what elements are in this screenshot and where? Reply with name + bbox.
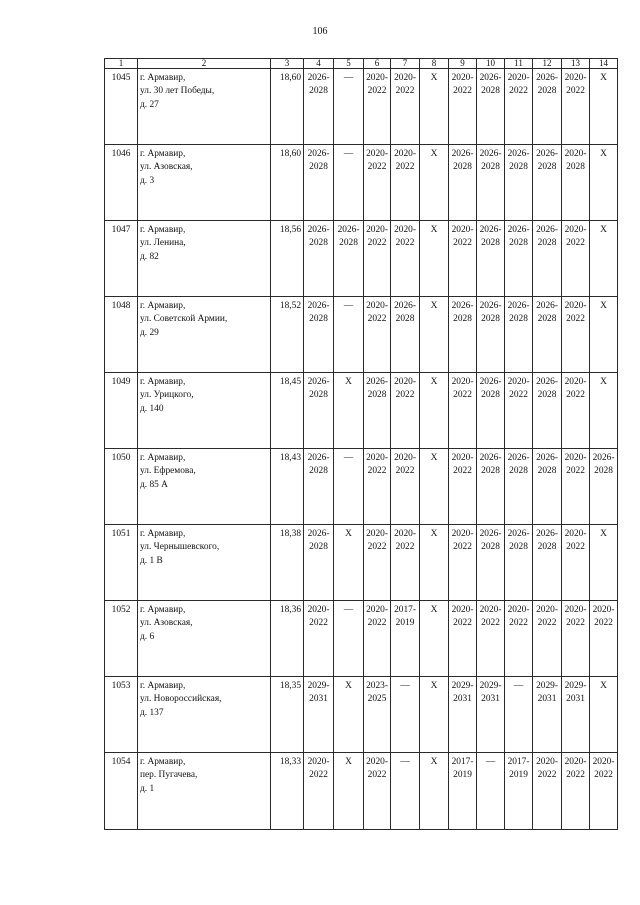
value-cell: 18,35 <box>271 677 304 753</box>
period-cell-col-13: 2020-2022 <box>562 601 590 677</box>
period-cell-col-10: 2026-2028 <box>477 449 505 525</box>
period-cell-col-6: 2023-2025 <box>364 677 391 753</box>
period-cell-col-9: 2017-2019 <box>449 753 477 830</box>
period-cell-col-11: 2026-2028 <box>505 449 533 525</box>
address-line: ул. Урицкого, <box>140 390 194 401</box>
address-line: д. 85 А <box>140 479 168 490</box>
period-cell-col-10: 2029-2031 <box>477 677 505 753</box>
period-cell-col-11: 2020-2022 <box>505 69 533 145</box>
period-cell-col-14: 2026-2028 <box>590 449 618 525</box>
row-number: 1049 <box>105 373 138 449</box>
address-line: ул. Азовская, <box>140 618 193 629</box>
address-line: д. 29 <box>140 327 159 338</box>
period-cell-col-12: 2026-2028 <box>533 525 562 601</box>
period-cell-col-9: 2020-2022 <box>449 221 477 297</box>
period-cell-col-7: 2020-2022 <box>391 449 420 525</box>
period-cell-col-7: 2020-2022 <box>391 525 420 601</box>
address-cell <box>138 297 271 373</box>
period-cell-col-14: 2020-2022 <box>590 601 618 677</box>
table-row <box>105 145 618 221</box>
period-cell-col-4: 2026-2028 <box>304 373 334 449</box>
period-cell-col-11: 2020-2022 <box>505 373 533 449</box>
column-header-5: 5 <box>334 59 364 69</box>
period-cell-col-13: 2020-2022 <box>562 449 590 525</box>
period-cell-col-13: 2020-2022 <box>562 69 590 145</box>
period-cell-col-9: 2026-2028 <box>449 145 477 221</box>
period-cell-col-13: 2029-2031 <box>562 677 590 753</box>
address-line: д. 137 <box>140 707 164 718</box>
address-line: г. Армавир, <box>140 225 186 235</box>
row-number: 1053 <box>105 677 138 753</box>
address-cell <box>138 753 271 830</box>
address-line: ул. Советской Армии, <box>140 314 228 325</box>
period-cell-col-8: X <box>420 145 449 221</box>
period-cell-col-14: X <box>590 221 618 297</box>
address-line: д. 3 <box>140 175 155 186</box>
period-cell-col-7: 2017-2019 <box>391 601 420 677</box>
period-cell-col-5: X <box>334 753 364 830</box>
address-line: д. 1 В <box>140 555 163 566</box>
table-row <box>105 677 618 753</box>
period-cell-col-5: X <box>334 373 364 449</box>
address-line: д. 6 <box>140 631 155 642</box>
period-cell-col-7: 2020-2022 <box>391 145 420 221</box>
period-cell-col-6: 2026-2028 <box>364 373 391 449</box>
address-line: пер. Пугачева, <box>140 770 198 781</box>
column-header-8: 8 <box>420 59 449 69</box>
period-cell-col-12: 2026-2028 <box>533 373 562 449</box>
value-cell: 18,52 <box>271 297 304 373</box>
period-cell-col-13: 2020-2022 <box>562 525 590 601</box>
row-number: 1051 <box>105 525 138 601</box>
period-cell-col-5: — <box>334 297 364 373</box>
period-cell-col-5: — <box>334 449 364 525</box>
table-row <box>105 221 618 297</box>
table-row <box>105 753 618 830</box>
period-cell-col-6: 2020-2022 <box>364 145 391 221</box>
period-cell-col-6: 2020-2022 <box>364 753 391 830</box>
row-number: 1052 <box>105 601 138 677</box>
column-header-6: 6 <box>364 59 391 69</box>
period-cell-col-4: 2026-2028 <box>304 525 334 601</box>
period-cell-col-9: 2026-2028 <box>449 297 477 373</box>
period-cell-col-11: 2020-2022 <box>505 601 533 677</box>
period-cell-col-11: 2026-2028 <box>505 297 533 373</box>
period-cell-col-9: 2020-2022 <box>449 601 477 677</box>
period-cell-col-13: 2020-2022 <box>562 297 590 373</box>
period-cell-col-10: 2020-2022 <box>477 601 505 677</box>
value-cell: 18,33 <box>271 753 304 830</box>
column-header-14: 14 <box>590 59 618 69</box>
period-cell-col-11: 2026-2028 <box>505 221 533 297</box>
period-cell-col-4: 2020-2022 <box>304 601 334 677</box>
address-line: ул. 30 лет Победы, <box>140 86 215 97</box>
address-line: г. Армавир, <box>140 605 186 615</box>
period-cell-col-11: 2017-2019 <box>505 753 533 830</box>
address-line: г. Армавир, <box>140 681 186 691</box>
value-cell: 18,43 <box>271 449 304 525</box>
period-cell-col-9: 2029-2031 <box>449 677 477 753</box>
period-cell-col-9: 2020-2022 <box>449 525 477 601</box>
column-header-3: 3 <box>271 59 304 69</box>
period-cell-col-5: — <box>334 145 364 221</box>
address-line: ул. Ленина, <box>140 238 186 249</box>
address-cell <box>138 373 271 449</box>
table-row <box>105 297 618 373</box>
period-cell-col-4: 2029-2031 <box>304 677 334 753</box>
table-row <box>105 449 618 525</box>
table-row <box>105 373 618 449</box>
period-cell-col-12: 2020-2022 <box>533 601 562 677</box>
period-cell-col-8: X <box>420 677 449 753</box>
period-cell-col-14: X <box>590 677 618 753</box>
address-cell <box>138 221 271 297</box>
period-cell-col-12: 2020-2022 <box>533 753 562 830</box>
value-cell: 18,56 <box>271 221 304 297</box>
period-cell-col-11: 2026-2028 <box>505 525 533 601</box>
value-cell: 18,38 <box>271 525 304 601</box>
period-cell-col-12: 2026-2028 <box>533 449 562 525</box>
address-cell <box>138 525 271 601</box>
period-cell-col-10: 2026-2028 <box>477 145 505 221</box>
address-line: д. 140 <box>140 403 164 414</box>
period-cell-col-8: X <box>420 69 449 145</box>
period-cell-col-8: X <box>420 449 449 525</box>
period-cell-col-4: 2026-2028 <box>304 69 334 145</box>
column-number-row <box>105 59 618 69</box>
period-cell-col-7: 2020-2022 <box>391 221 420 297</box>
row-number: 1048 <box>105 297 138 373</box>
period-cell-col-13: 2020-2028 <box>562 145 590 221</box>
address-line: ул. Азовская, <box>140 162 193 173</box>
page-number: 106 <box>312 26 328 37</box>
value-cell: 18,60 <box>271 145 304 221</box>
column-header-10: 10 <box>477 59 505 69</box>
address-cell <box>138 145 271 221</box>
period-cell-col-8: X <box>420 297 449 373</box>
period-cell-col-4: 2026-2028 <box>304 145 334 221</box>
period-cell-col-5: — <box>334 601 364 677</box>
column-header-13: 13 <box>562 59 590 69</box>
period-cell-col-13: 2020-2022 <box>562 753 590 830</box>
address-line: ул. Новороссийская, <box>140 694 222 705</box>
address-line: г. Армавир, <box>140 757 186 767</box>
period-cell-col-12: 2026-2028 <box>533 69 562 145</box>
address-line: г. Армавир, <box>140 149 186 159</box>
column-header-7: 7 <box>391 59 420 69</box>
period-cell-col-14: X <box>590 373 618 449</box>
period-cell-col-6: 2020-2022 <box>364 221 391 297</box>
value-cell: 18,36 <box>271 601 304 677</box>
period-cell-col-10: 2026-2028 <box>477 525 505 601</box>
period-cell-col-10: 2026-2028 <box>477 221 505 297</box>
period-cell-col-5: — <box>334 69 364 145</box>
table-row <box>105 525 618 601</box>
register-table <box>104 58 618 830</box>
address-line: г. Армавир, <box>140 377 186 387</box>
period-cell-col-14: X <box>590 69 618 145</box>
period-cell-col-12: 2029-2031 <box>533 677 562 753</box>
period-cell-col-5: X <box>334 677 364 753</box>
period-cell-col-9: 2020-2022 <box>449 373 477 449</box>
value-cell: 18,60 <box>271 69 304 145</box>
value-cell: 18,45 <box>271 373 304 449</box>
address-line: ул. Чернышевского, <box>140 542 220 553</box>
address-line: д. 27 <box>140 99 159 110</box>
address-line: д. 82 <box>140 251 159 262</box>
period-cell-col-6: 2020-2022 <box>364 601 391 677</box>
period-cell-col-5: 2026-2028 <box>334 221 364 297</box>
column-header-2: 2 <box>138 59 271 69</box>
address-cell <box>138 601 271 677</box>
address-line: д. 1 <box>140 783 155 794</box>
period-cell-col-6: 2020-2022 <box>364 69 391 145</box>
period-cell-col-6: 2020-2022 <box>364 297 391 373</box>
column-header-1: 1 <box>105 59 138 69</box>
table-row <box>105 69 618 145</box>
period-cell-col-10: 2026-2028 <box>477 297 505 373</box>
period-cell-col-10: — <box>477 753 505 830</box>
row-number: 1047 <box>105 221 138 297</box>
period-cell-col-9: 2020-2022 <box>449 69 477 145</box>
period-cell-col-12: 2026-2028 <box>533 145 562 221</box>
period-cell-col-14: X <box>590 525 618 601</box>
period-cell-col-10: 2026-2028 <box>477 373 505 449</box>
period-cell-col-12: 2026-2028 <box>533 297 562 373</box>
period-cell-col-13: 2020-2022 <box>562 221 590 297</box>
period-cell-col-10: 2026-2028 <box>477 69 505 145</box>
table-row <box>105 601 618 677</box>
period-cell-col-8: X <box>420 373 449 449</box>
column-header-9: 9 <box>449 59 477 69</box>
period-cell-col-12: 2026-2028 <box>533 221 562 297</box>
period-cell-col-8: X <box>420 221 449 297</box>
address-cell <box>138 69 271 145</box>
period-cell-col-4: 2026-2028 <box>304 297 334 373</box>
period-cell-col-8: X <box>420 601 449 677</box>
address-cell <box>138 449 271 525</box>
period-cell-col-8: X <box>420 753 449 830</box>
address-line: г. Армавир, <box>140 73 186 83</box>
period-cell-col-4: 2026-2028 <box>304 449 334 525</box>
address-line: г. Армавир, <box>140 301 186 311</box>
period-cell-col-7: 2026-2028 <box>391 297 420 373</box>
column-header-11: 11 <box>505 59 533 69</box>
period-cell-col-7: — <box>391 677 420 753</box>
period-cell-col-7: — <box>391 753 420 830</box>
period-cell-col-9: 2020-2022 <box>449 449 477 525</box>
period-cell-col-14: X <box>590 297 618 373</box>
period-cell-col-14: X <box>590 145 618 221</box>
period-cell-col-6: 2020-2022 <box>364 525 391 601</box>
period-cell-col-7: 2020-2022 <box>391 69 420 145</box>
column-header-12: 12 <box>533 59 562 69</box>
row-number: 1054 <box>105 753 138 830</box>
address-line: г. Армавир, <box>140 529 186 539</box>
period-cell-col-11: — <box>505 677 533 753</box>
period-cell-col-6: 2020-2022 <box>364 449 391 525</box>
period-cell-col-5: X <box>334 525 364 601</box>
column-header-4: 4 <box>304 59 334 69</box>
period-cell-col-4: 2026-2028 <box>304 221 334 297</box>
period-cell-col-14: 2020-2022 <box>590 753 618 830</box>
period-cell-col-7: 2020-2022 <box>391 373 420 449</box>
period-cell-col-13: 2020-2022 <box>562 373 590 449</box>
row-number: 1046 <box>105 145 138 221</box>
period-cell-col-11: 2026-2028 <box>505 145 533 221</box>
period-cell-col-8: X <box>420 525 449 601</box>
address-line: г. Армавир, <box>140 453 186 463</box>
address-line: ул. Ефремова, <box>140 466 196 477</box>
row-number: 1050 <box>105 449 138 525</box>
address-cell <box>138 677 271 753</box>
period-cell-col-4: 2020-2022 <box>304 753 334 830</box>
row-number: 1045 <box>105 69 138 145</box>
